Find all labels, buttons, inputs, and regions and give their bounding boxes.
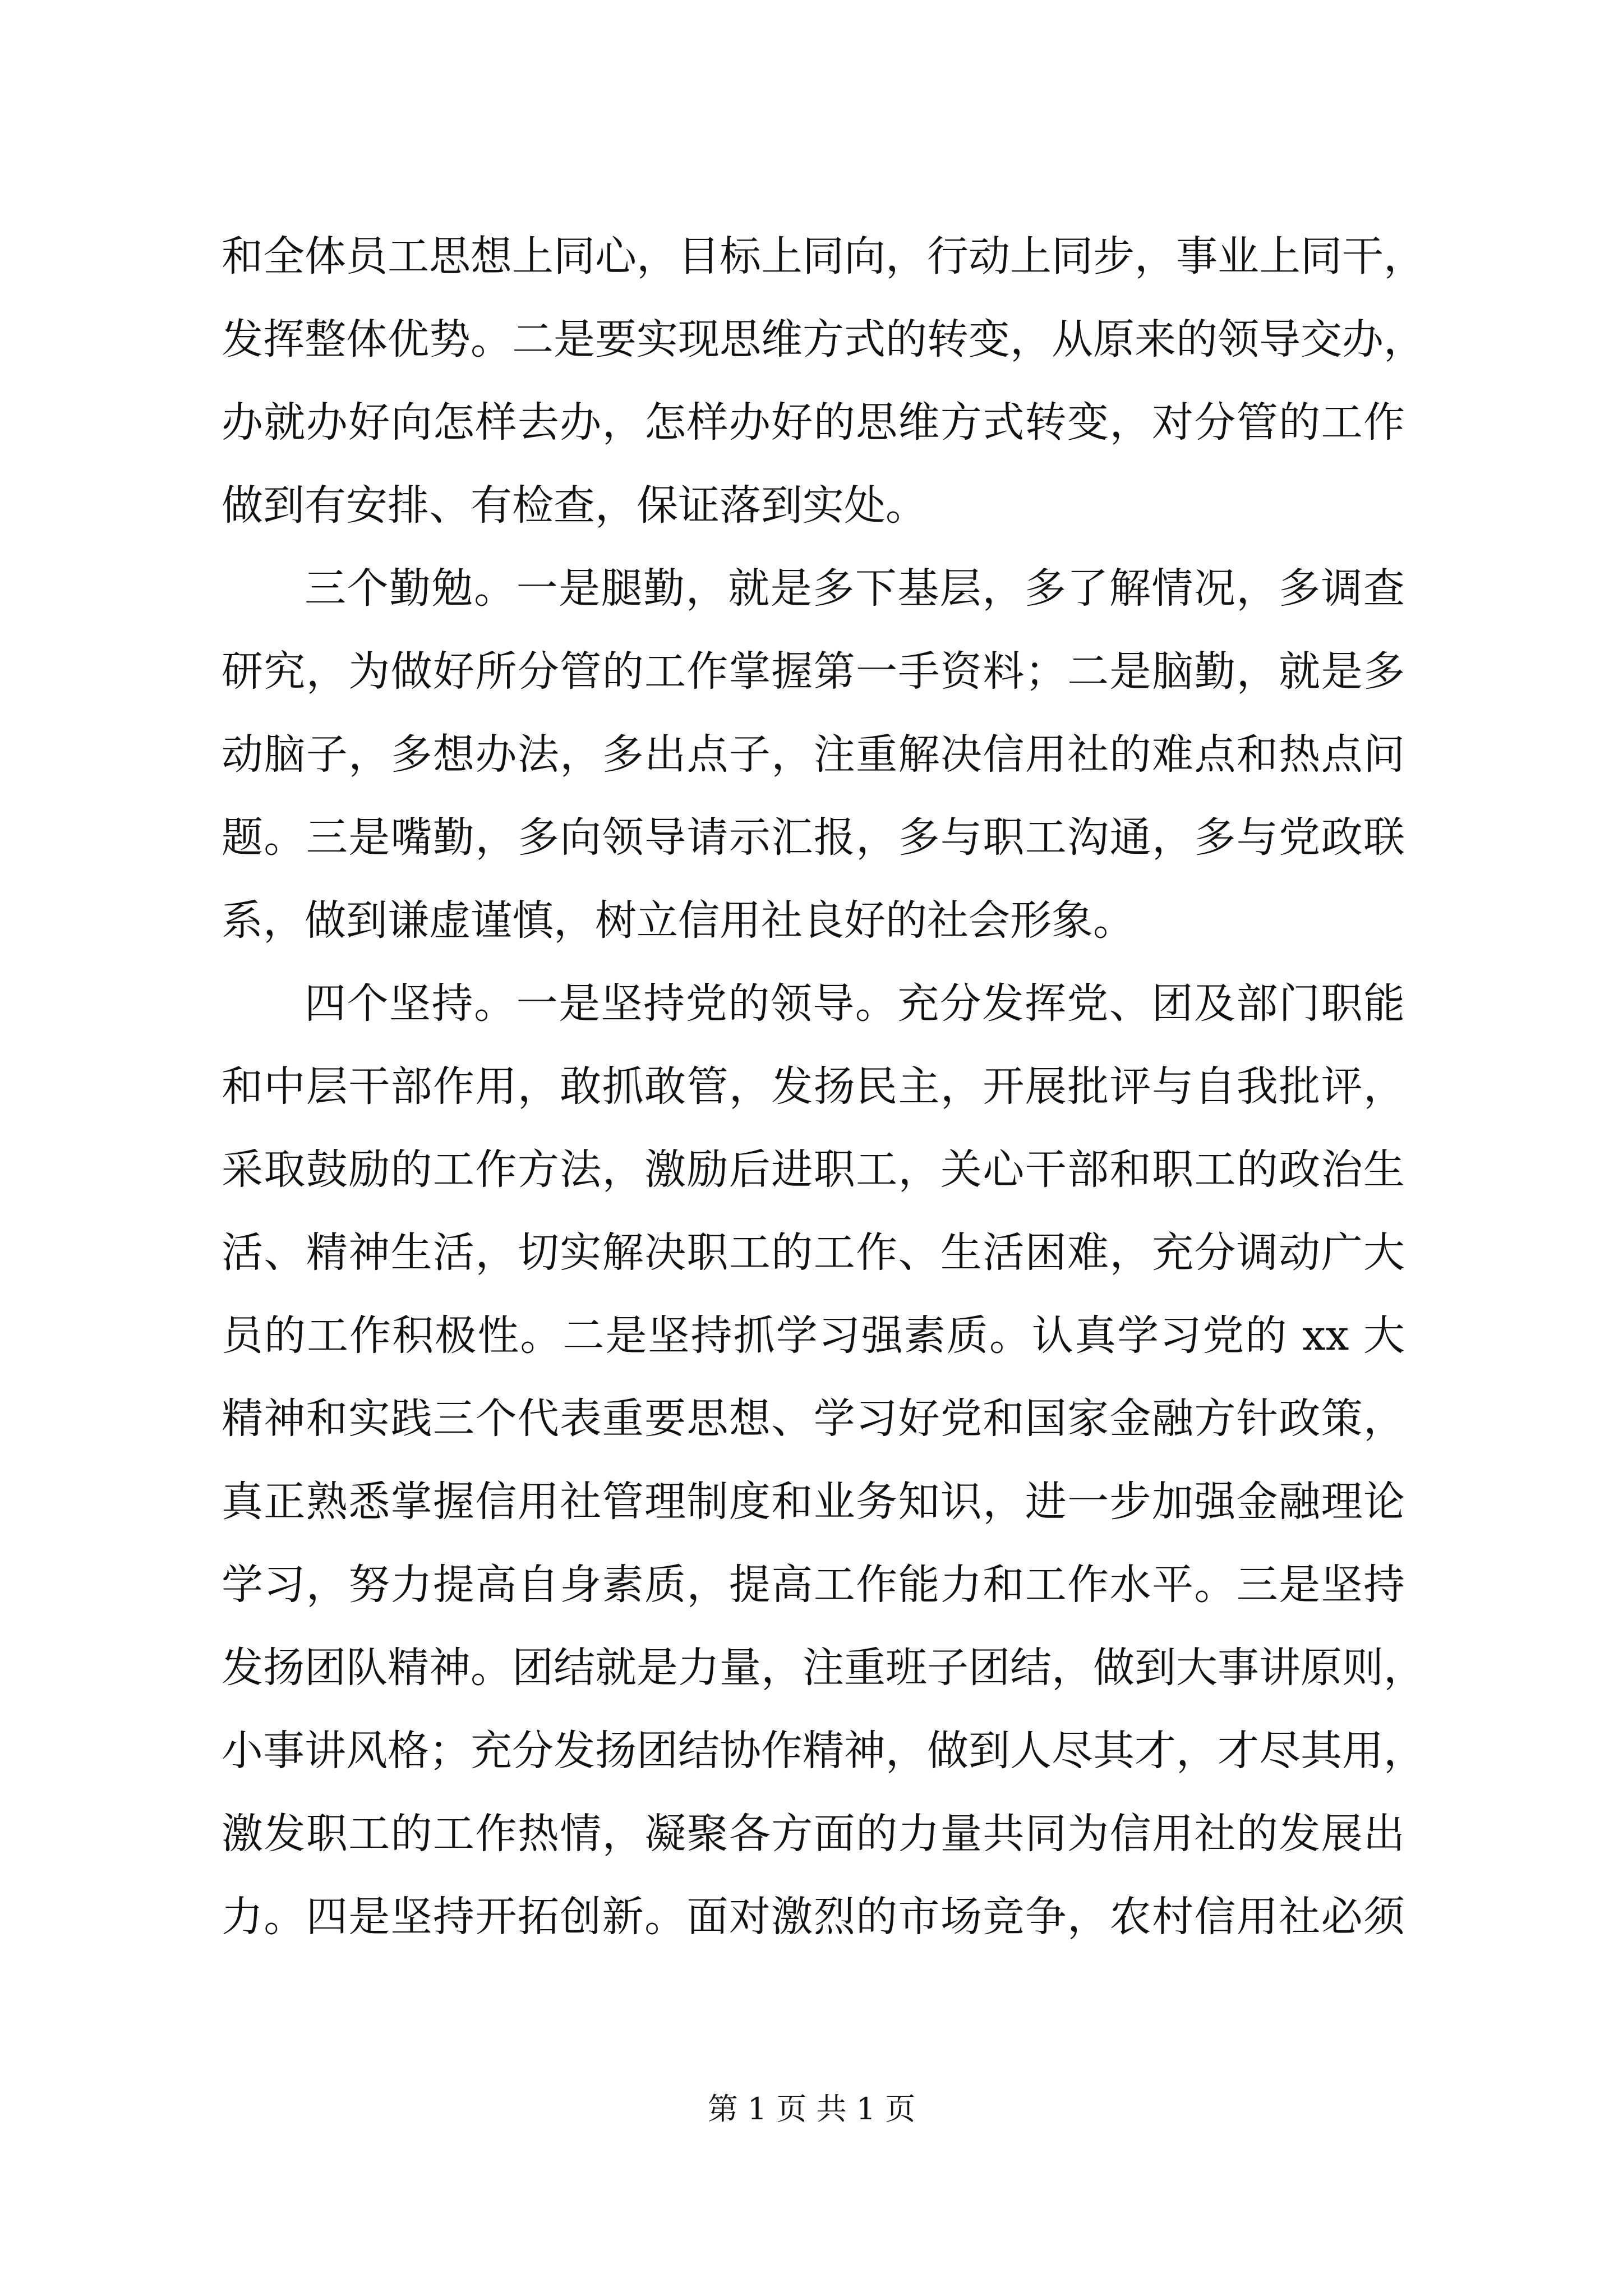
text-line: 发挥整体优势。二是要实现思维方式的转变，从原来的领导交办， — [222, 315, 1425, 364]
text-line: 员的工作积极性。二是坚持抓学习强素质。认真学习党的 xx 大 — [222, 1312, 1405, 1360]
text-line: 和全体员工思想上同心，目标上同向，行动上同步，事业上同干， — [222, 232, 1425, 280]
text-line: 三个勤勉。一是腿勤，就是多下基层，多了解情况，多调查 — [305, 564, 1405, 613]
text-line: 发扬团队精神。团结就是力量，注重班子团结，做到大事讲原则， — [222, 1644, 1425, 1692]
text-line: 办就办好向怎样去办，怎样办好的思维方式转变，对分管的工作 — [222, 398, 1405, 447]
text-line: 动脑子，多想办法，多出点子，注重解决信用社的难点和热点问 — [222, 730, 1405, 779]
text-line: 学习，努力提高自身素质，提高工作能力和工作水平。三是坚持 — [222, 1561, 1405, 1609]
text-line: 题。三是嘴勤，多向领导请示汇报，多与职工沟通，多与党政联 — [222, 813, 1405, 862]
text-line: 和中层干部作用，敢抓敢管，发扬民主，开展批评与自我批评， — [222, 1062, 1405, 1111]
text-line: 活、精神生活，切实解决职工的工作、生活困难，充分调动广大 — [222, 1228, 1405, 1277]
text-line: 系，做到谦虚谨慎，树立信用社良好的社会形象。 — [222, 896, 1135, 945]
text-line: 真正熟悉掌握信用社管理制度和业务知识，进一步加强金融理论 — [222, 1478, 1405, 1526]
page-footer: 第 1 页 共 1 页 — [707, 2091, 916, 2127]
text-line: 研究，为做好所分管的工作掌握第一手资料；二是脑勤，就是多 — [222, 647, 1405, 696]
text-line: 小事讲风格；充分发扬团结协作精神，做到人尽其才，才尽其用， — [222, 1727, 1425, 1775]
text-line: 做到有安排、有检查，保证落到实处。 — [222, 481, 927, 530]
text-line: 激发职工的工作热情，凝聚各方面的力量共同为信用社的发展出 — [222, 1810, 1405, 1858]
text-line: 精神和实践三个代表重要思想、学习好党和国家金融方针政策， — [222, 1395, 1405, 1443]
body-text — [222, 215, 1425, 1958]
text-line: 力。四是坚持开拓创新。面对激烈的市场竞争，农村信用社必须 — [222, 1893, 1405, 1941]
text-line: 四个坚持。一是坚持党的领导。充分发挥党、团及部门职能 — [305, 979, 1405, 1028]
text-line: 采取鼓励的工作方法，激励后进职工，关心干部和职工的政治生 — [222, 1145, 1405, 1194]
